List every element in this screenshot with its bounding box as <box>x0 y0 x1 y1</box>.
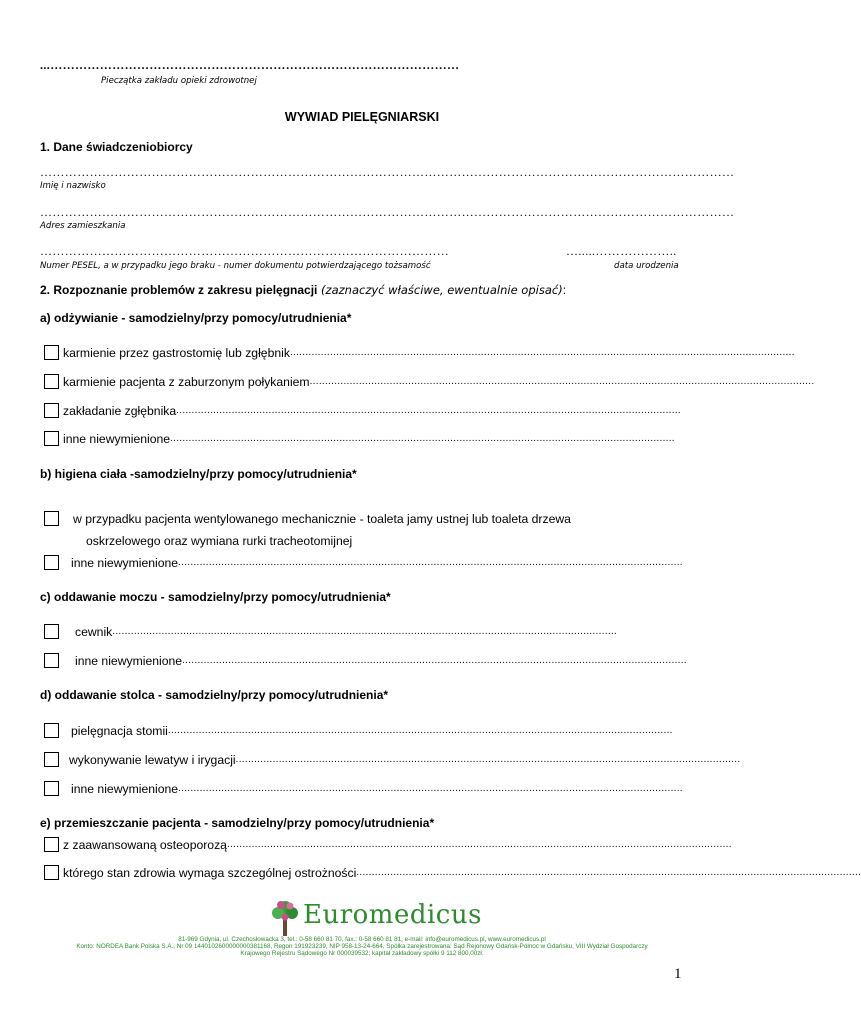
group-a-heading: a) odżywianie - samodzielny/przy pomocy/utrudnienia* <box>40 311 352 325</box>
footer-registry: Krajowego Rejestru Sądowego Nr 000039532; kapitał zakładowy spółki 9 112 800,00zł. <box>240 950 484 957</box>
checkbox[interactable] <box>44 781 59 796</box>
section2-heading-note: (zaznaczyć właściwe, ewentualnie opisać) <box>317 283 563 297</box>
tree-icon <box>270 898 300 936</box>
pesel-caption: Numer PESEL, a w przypadku jego braku - numer dokumentu potwierdzającego tożsamość <box>40 261 431 271</box>
dotted-fill: .................................................................................................................................................................... <box>226 839 732 850</box>
group-c-item-other <box>44 650 687 668</box>
name-field-line[interactable]: …………………………………………………………………………………………………………………………………………………… <box>40 165 735 179</box>
pesel-field-line[interactable]: ……………………………………………………………………………………… <box>40 244 450 258</box>
group-b-item-ventilated <box>44 508 654 526</box>
dotted-fill: .................................................................................................................................................................... <box>289 347 795 358</box>
checkbox[interactable] <box>44 555 59 570</box>
group-b-item-ventilated-line2: oskrzelowego oraz wymiana rurki tracheotomijnej <box>86 534 353 548</box>
item-label: wykonywanie lewatyw i irygacji <box>69 753 236 767</box>
group-a-item-other <box>44 428 675 446</box>
checkbox[interactable] <box>44 837 59 852</box>
dotted-fill: .................................................................................................................................................................... <box>178 783 683 794</box>
item-label: inne niewymienione <box>63 432 171 446</box>
section2-heading-bold: 2. Rozpoznanie problemów z zakresu pielęgnacji <box>40 283 318 297</box>
group-c-item-catheter <box>44 621 658 639</box>
company-logo <box>270 898 482 936</box>
dotted-fill: .................................................................................................................................................................... <box>176 405 681 416</box>
group-a-item-gastrostomy <box>44 342 795 360</box>
address-caption: Adres zamieszkania <box>40 221 126 231</box>
page-number: 1 <box>674 966 682 982</box>
item-label: karmienie pacjenta z zaburzonym połykaniem <box>63 375 310 389</box>
group-d-item-stoma <box>44 720 673 738</box>
dotted-fill: .................................................................................................................................................................... <box>309 376 815 387</box>
checkbox[interactable] <box>44 865 59 880</box>
dotted-fill: .................................................................................................................................................................... <box>112 626 618 637</box>
group-e-heading: e) przemieszczanie pacjenta - samodzielny/przy pomocy/utrudnienia* <box>40 816 435 830</box>
item-label: inne niewymienione <box>71 782 179 796</box>
group-c-heading: c) oddawanie moczu - samodzielny/przy pomocy/utrudnienia* <box>40 590 391 604</box>
group-e-item-osteoporosis <box>44 834 732 852</box>
document-title: WYWIAD PIELĘGNIARSKI <box>284 110 440 124</box>
dotted-fill: .................................................................................................................................................................... <box>356 867 861 878</box>
item-label: z zaawansowaną osteoporozą <box>63 838 227 852</box>
group-e-item-caution <box>44 862 861 880</box>
item-label: którego stan zdrowia wymaga szczególnej ostrożności <box>63 866 357 880</box>
footer-address: 81-969 Gdynia, ul. Czechosłowacka 3, tel.: 0-58 660 81 70, fax.: 0-58 660 81 81, e-mail: info@euromedicus.pl, www.euromedicus.pl <box>178 936 546 943</box>
stamp-dotted-line: ...……………………………………………………………………………………… <box>40 58 460 72</box>
group-a-item-probe <box>44 400 681 418</box>
dotted-fill: .................................................................................................................................................................... <box>170 433 675 444</box>
item-label: inne niewymienione <box>71 556 179 570</box>
item-label: zakładanie zgłębnika <box>63 404 177 418</box>
group-b-item-other <box>44 552 683 570</box>
address-field-line[interactable]: …………………………………………………………………………………………………………………………………………………… <box>40 205 735 219</box>
item-label: cewnik <box>75 625 113 639</box>
item-label: karmienie przez gastrostomię lub zgłębnik <box>63 346 290 360</box>
dotted-fill: .................................................................................................................................................................... <box>167 725 673 736</box>
item-label: inne niewymienione <box>75 654 183 668</box>
footer-bank: Konto: NORDEA Bank Polska S.A., Nr 09 1440102600000000381168, Regon 191923239, NIP 958-13-24-664, Spółka zarejestrowana: Sąd Rejonowy Gdańsk-Północ w Gdańsku, VIII Wydział Gospodarczy <box>76 943 648 950</box>
group-a-item-swallowing <box>44 371 815 389</box>
dotted-fill: .................................................................................................................................................................... <box>182 655 687 666</box>
checkbox[interactable] <box>44 403 59 418</box>
checkbox[interactable] <box>44 653 59 668</box>
dotted-fill: .................................................................................................................................................................... <box>178 557 683 568</box>
logo-text: Euromedicus <box>303 900 482 930</box>
group-d-item-enema <box>44 749 741 767</box>
birthdate-caption: data urodzenia <box>614 261 679 271</box>
checkbox[interactable] <box>44 624 59 639</box>
checkbox[interactable] <box>44 374 59 389</box>
stamp-caption: Pieczątka zakładu opieki zdrowotnej <box>101 76 257 86</box>
section1-heading: 1. Dane świadczeniobiorcy <box>40 140 193 154</box>
group-d-heading: d) oddawanie stolca - samodzielny/przy pomocy/utrudnienia* <box>40 688 389 702</box>
checkbox[interactable] <box>44 345 59 360</box>
checkbox[interactable] <box>44 752 59 767</box>
birthdate-field-line[interactable]: ….....……………….. <box>566 244 677 258</box>
section2-heading-colon: : <box>562 283 567 297</box>
checkbox[interactable] <box>44 511 59 526</box>
item-label: w przypadku pacjenta wentylowanego mechanicznie - toaleta jamy ustnej lub toaleta drzewa <box>73 512 571 526</box>
item-label: pielęgnacja stomii <box>71 724 168 738</box>
name-caption: Imię i nazwisko <box>40 181 106 191</box>
dotted-fill: .................................................................................................................................................................... <box>235 754 741 765</box>
group-d-item-other <box>44 778 683 796</box>
checkbox[interactable] <box>44 431 59 446</box>
section2-heading <box>40 283 566 297</box>
checkbox[interactable] <box>44 723 59 738</box>
group-b-heading: b) higiena ciała -samodzielny/przy pomocy/utrudnienia* <box>40 467 357 481</box>
